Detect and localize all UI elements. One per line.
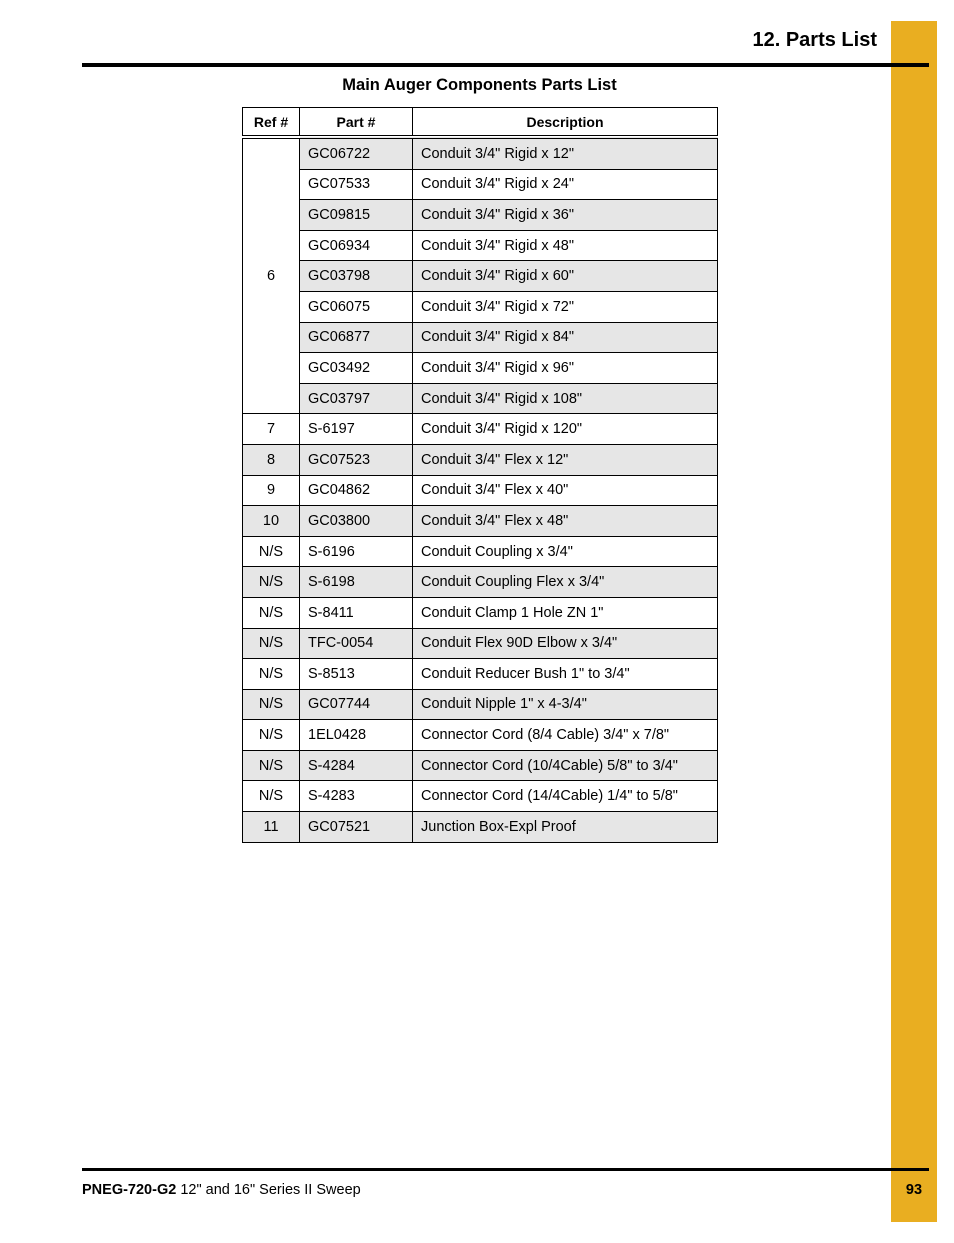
part-number-cell: TFC-0054 [300, 628, 413, 659]
table-row [243, 475, 718, 506]
description-cell: Conduit Coupling Flex x 3/4" [413, 567, 718, 598]
table-row [243, 536, 718, 567]
description-cell: Connector Cord (8/4 Cable) 3/4" x 7/8" [413, 720, 718, 751]
part-number-cell: GC07533 [300, 169, 413, 200]
part-number-cell: GC07523 [300, 444, 413, 475]
description-cell: Conduit 3/4" Rigid x 24" [413, 169, 718, 200]
description-cell: Conduit 3/4" Rigid x 12" [413, 137, 718, 169]
table-row [243, 689, 718, 720]
table-row [243, 137, 718, 169]
ref-cell: 7 [243, 414, 300, 445]
part-number-cell: GC06934 [300, 230, 413, 261]
table-row [243, 353, 718, 384]
table-row [243, 230, 718, 261]
description-cell: Connector Cord (10/4Cable) 5/8" to 3/4" [413, 750, 718, 781]
header-rule [82, 63, 929, 67]
ref-cell: N/S [243, 659, 300, 690]
part-number-cell: GC03798 [300, 261, 413, 292]
table-row [243, 781, 718, 812]
table-row [243, 200, 718, 231]
ref-cell: N/S [243, 720, 300, 751]
table-row [243, 659, 718, 690]
description-cell: Conduit 3/4" Rigid x 120" [413, 414, 718, 445]
description-cell: Junction Box-Expl Proof [413, 812, 718, 843]
description-cell: Conduit 3/4" Rigid x 36" [413, 200, 718, 231]
part-number-cell: GC06722 [300, 137, 413, 169]
part-number-cell: S-4284 [300, 750, 413, 781]
ref-cell: N/S [243, 781, 300, 812]
accent-side-bar [891, 21, 937, 1222]
part-number-cell: GC06075 [300, 291, 413, 322]
table-row [243, 750, 718, 781]
ref-cell: N/S [243, 597, 300, 628]
description-cell: Conduit 3/4" Flex x 40" [413, 475, 718, 506]
ref-cell: 10 [243, 506, 300, 537]
part-number-cell: S-8411 [300, 597, 413, 628]
description-cell: Conduit 3/4" Rigid x 84" [413, 322, 718, 353]
footer-doc-id: PNEG-720-G2 [82, 1182, 177, 1198]
column-header-description: Description [413, 108, 718, 138]
part-number-cell: GC04862 [300, 475, 413, 506]
table-row [243, 322, 718, 353]
column-header-part: Part # [300, 108, 413, 138]
ref-cell: N/S [243, 536, 300, 567]
table-row [243, 291, 718, 322]
table-header-row [243, 108, 718, 138]
ref-cell: 9 [243, 475, 300, 506]
table-row [243, 720, 718, 751]
table-row [243, 628, 718, 659]
description-cell: Conduit Flex 90D Elbow x 3/4" [413, 628, 718, 659]
description-cell: Connector Cord (14/4Cable) 1/4" to 5/8" [413, 781, 718, 812]
part-number-cell: S-6196 [300, 536, 413, 567]
part-number-cell: GC07521 [300, 812, 413, 843]
ref-cell: 6 [243, 137, 300, 414]
ref-cell: 8 [243, 444, 300, 475]
ref-cell: 11 [243, 812, 300, 843]
description-cell: Conduit Reducer Bush 1" to 3/4" [413, 659, 718, 690]
part-number-cell: S-8513 [300, 659, 413, 690]
part-number-cell: GC09815 [300, 200, 413, 231]
parts-table-body [243, 137, 718, 842]
table-row [243, 444, 718, 475]
part-number-cell: GC03492 [300, 353, 413, 384]
description-cell: Conduit Clamp 1 Hole ZN 1" [413, 597, 718, 628]
description-cell: Conduit 3/4" Rigid x 48" [413, 230, 718, 261]
page-number: 93 [905, 1182, 923, 1198]
section-title: 12. Parts List [752, 29, 877, 51]
table-row [243, 506, 718, 537]
footer-document-info [82, 1182, 361, 1198]
description-cell: Conduit Coupling x 3/4" [413, 536, 718, 567]
table-row [243, 812, 718, 843]
table-row [243, 169, 718, 200]
part-number-cell: S-6197 [300, 414, 413, 445]
description-cell: Conduit 3/4" Flex x 12" [413, 444, 718, 475]
table-row [243, 567, 718, 598]
part-number-cell: GC07744 [300, 689, 413, 720]
ref-cell: N/S [243, 689, 300, 720]
table-row [243, 597, 718, 628]
table-row [243, 414, 718, 445]
ref-cell: N/S [243, 750, 300, 781]
part-number-cell: GC03800 [300, 506, 413, 537]
description-cell: Conduit 3/4" Rigid x 60" [413, 261, 718, 292]
ref-cell: N/S [243, 628, 300, 659]
table-title: Main Auger Components Parts List [342, 76, 617, 94]
ref-cell: N/S [243, 567, 300, 598]
footer-rule [82, 1168, 929, 1171]
description-cell: Conduit 3/4" Flex x 48" [413, 506, 718, 537]
footer-doc-title: 12" and 16" Series II Sweep [176, 1182, 361, 1198]
description-cell: Conduit Nipple 1" x 4-3/4" [413, 689, 718, 720]
description-cell: Conduit 3/4" Rigid x 96" [413, 353, 718, 384]
part-number-cell: 1EL0428 [300, 720, 413, 751]
table-row [243, 383, 718, 414]
part-number-cell: S-6198 [300, 567, 413, 598]
description-cell: Conduit 3/4" Rigid x 72" [413, 291, 718, 322]
parts-table [242, 107, 718, 843]
table-row [243, 261, 718, 292]
column-header-ref: Ref # [243, 108, 300, 138]
part-number-cell: GC03797 [300, 383, 413, 414]
part-number-cell: S-4283 [300, 781, 413, 812]
part-number-cell: GC06877 [300, 322, 413, 353]
description-cell: Conduit 3/4" Rigid x 108" [413, 383, 718, 414]
